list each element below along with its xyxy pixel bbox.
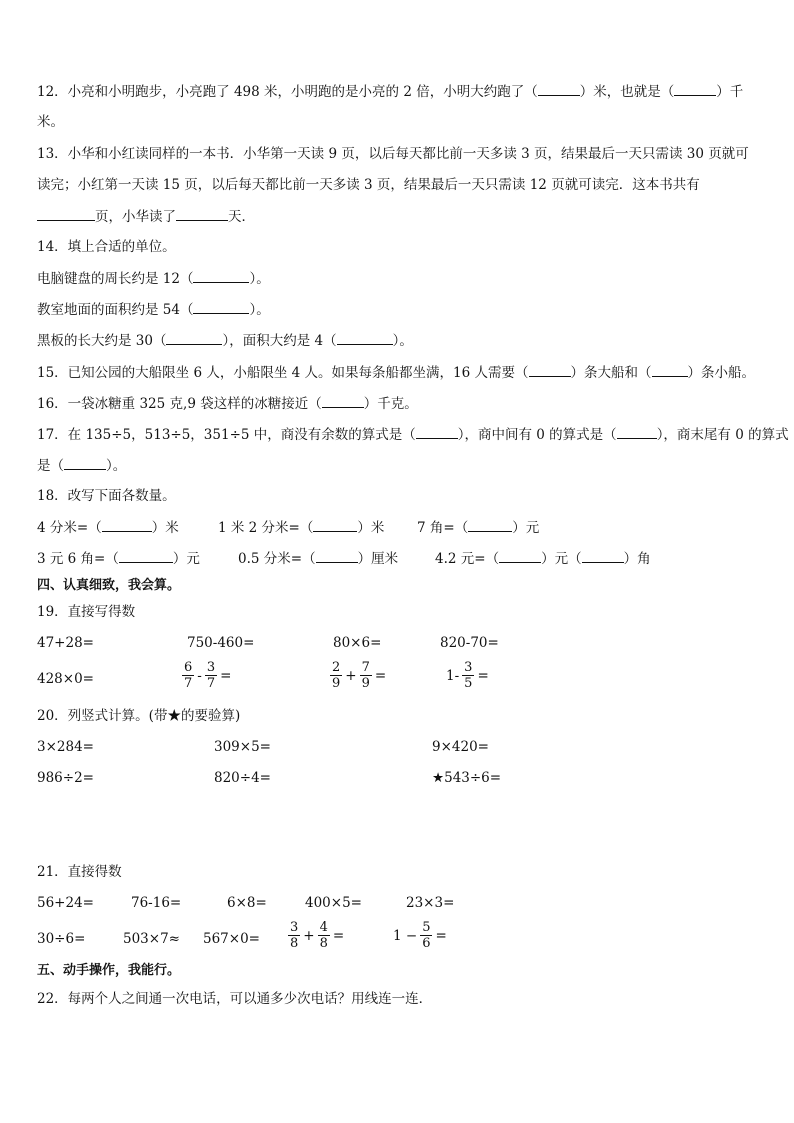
question-13-line3: 页，小华读了 天． bbox=[37, 207, 255, 226]
answer-blank[interactable] bbox=[499, 549, 541, 563]
fraction-expression: $\frac{3}{8}$ + $\frac{4}{8}$ = bbox=[290, 920, 345, 951]
calc-item: 986÷2= bbox=[37, 770, 94, 786]
calc-item: 503×7≈ bbox=[123, 931, 180, 947]
fraction: $\frac{3}{5}$ bbox=[464, 660, 473, 691]
section-heading-4: 四、认真细致，我会算。 bbox=[37, 578, 181, 593]
answer-blank[interactable] bbox=[166, 331, 222, 345]
question-21-title: 21．直接得数 bbox=[37, 864, 122, 880]
answer-blank[interactable] bbox=[617, 425, 657, 439]
calc-item: 309×5= bbox=[214, 739, 271, 755]
conversion-item: 0.5 分米=（ ）厘米 bbox=[238, 551, 399, 567]
fraction-expression: $\frac{6}{7}$ - $\frac{3}{7}$ = bbox=[184, 660, 232, 691]
question-14-row1: 电脑键盘的周长约是 12（ ）。 bbox=[37, 271, 270, 287]
conversion-item: 4 分米=（ ）米 bbox=[37, 520, 179, 536]
answer-blank[interactable] bbox=[322, 394, 364, 408]
fraction: $\frac{7}{9}$ bbox=[361, 660, 370, 691]
answer-blank[interactable] bbox=[529, 363, 571, 377]
question-14-row3: 黑板的长大约是 30（ ），面积大约是 4（ ）。 bbox=[37, 333, 413, 349]
fraction: $\frac{4}{8}$ bbox=[319, 920, 328, 951]
calc-item: 23×3= bbox=[406, 895, 455, 911]
answer-blank[interactable] bbox=[119, 549, 173, 563]
question-16: 16．一袋冰糖重 325 克,9 袋这样的冰糖接近（ ）千克。 bbox=[37, 396, 418, 412]
conversion-item: 4.2 元=（ ）元（ ）角 bbox=[435, 551, 651, 567]
calc-item: 428×0= bbox=[37, 671, 94, 687]
question-13-line2: 读完；小红第一天读 15 页，以后每天都比前一天多读 3 页，结果最后一天只需读 12 页就可读完．这本书共有 bbox=[37, 177, 700, 193]
calc-item: 9×420= bbox=[432, 739, 489, 755]
calc-item: 56+24= bbox=[37, 895, 94, 911]
calc-item: 6×8= bbox=[227, 895, 267, 911]
question-17-line1: 17．在 135÷5，513÷5，351÷5 中，商没有余数的算式是（ ），商中间有 0 的算式是（ ），商末尾有 0 的算式 bbox=[37, 427, 789, 443]
fraction: $\frac{3}{8}$ bbox=[290, 920, 299, 951]
answer-blank[interactable] bbox=[64, 456, 106, 470]
answer-blank[interactable] bbox=[538, 82, 580, 96]
calc-item: 76-16= bbox=[131, 895, 182, 911]
conversion-item: 7 角=（ ）元 bbox=[417, 520, 540, 536]
answer-blank[interactable] bbox=[37, 207, 95, 221]
answer-blank[interactable] bbox=[416, 425, 458, 439]
question-18-title: 18．改写下面各数量。 bbox=[37, 488, 176, 504]
fraction-expression: $\frac{2}{9}$ + $\frac{7}{9}$ = bbox=[332, 660, 387, 691]
question-15: 15．已知公园的大船限坐 6 人，小船限坐 4 人。如果每条船都坐满，16 人需要（ ）条大船和（ ）条小船。 bbox=[37, 365, 755, 381]
fraction: $\frac{6}{7}$ bbox=[184, 660, 193, 691]
fraction: $\frac{5}{6}$ bbox=[422, 920, 431, 951]
calc-item: 820-70= bbox=[440, 635, 499, 651]
calc-item: 820÷4= bbox=[214, 770, 271, 786]
answer-blank[interactable] bbox=[468, 518, 512, 532]
question-13-line1: 13．小华和小红读同样的一本书．小华第一天读 9 页，以后每天都比前一天多读 3 页，结果最后一天只需读 30 页就可 bbox=[37, 146, 749, 162]
answer-blank[interactable] bbox=[176, 207, 228, 221]
calc-item: 3×284= bbox=[37, 739, 94, 755]
conversion-item: 3 元 6 角=（ ）元 bbox=[37, 551, 200, 567]
fraction-expression: 1- $\frac{3}{5}$ = bbox=[446, 660, 489, 691]
answer-blank[interactable] bbox=[316, 549, 358, 563]
calc-item: 567×0= bbox=[203, 931, 260, 947]
question-12-line1: 12．小亮和小明跑步，小亮跑了 498 米，小明跑的是小亮的 2 倍，小明大约跑了（ ）米，也就是（ ）千 bbox=[37, 84, 744, 100]
question-14-row2: 教室地面的面积约是 54（ ）。 bbox=[37, 302, 270, 318]
question-17-line2: 是（ ）。 bbox=[37, 458, 127, 474]
calc-item: 400×5= bbox=[305, 895, 362, 911]
calc-item: 47+28= bbox=[37, 635, 94, 651]
section-heading-5: 五、动手操作，我能行。 bbox=[37, 963, 181, 978]
conversion-item: 1 米 2 分米=（ ）米 bbox=[218, 520, 385, 536]
answer-blank[interactable] bbox=[102, 518, 152, 532]
fraction: $\frac{3}{7}$ bbox=[206, 660, 216, 691]
fraction: $\frac{2}{9}$ bbox=[332, 660, 341, 691]
answer-blank[interactable] bbox=[193, 269, 249, 283]
question-20-title: 20．列竖式计算。(带★的要验算) bbox=[37, 708, 241, 724]
calc-item: 80×6= bbox=[333, 635, 382, 651]
answer-blank[interactable] bbox=[582, 549, 624, 563]
calc-item: ★543÷6= bbox=[432, 770, 502, 786]
answer-blank[interactable] bbox=[674, 82, 716, 96]
question-14-title: 14．填上合适的单位。 bbox=[37, 239, 176, 255]
calc-item: 750-460= bbox=[187, 635, 255, 651]
answer-blank[interactable] bbox=[337, 331, 393, 345]
answer-blank[interactable] bbox=[193, 300, 249, 314]
question-19-title: 19．直接写得数 bbox=[37, 604, 136, 620]
answer-blank[interactable] bbox=[313, 518, 357, 532]
question-12-line2: 米。 bbox=[37, 114, 64, 130]
answer-blank[interactable] bbox=[652, 363, 688, 377]
calc-item: 30÷6= bbox=[37, 931, 86, 947]
fraction-expression: 1 − $\frac{5}{6}$ = bbox=[393, 920, 447, 951]
question-22: 22．每两个人之间通一次电话，可以通多少次电话？用线连一连． bbox=[37, 991, 433, 1007]
